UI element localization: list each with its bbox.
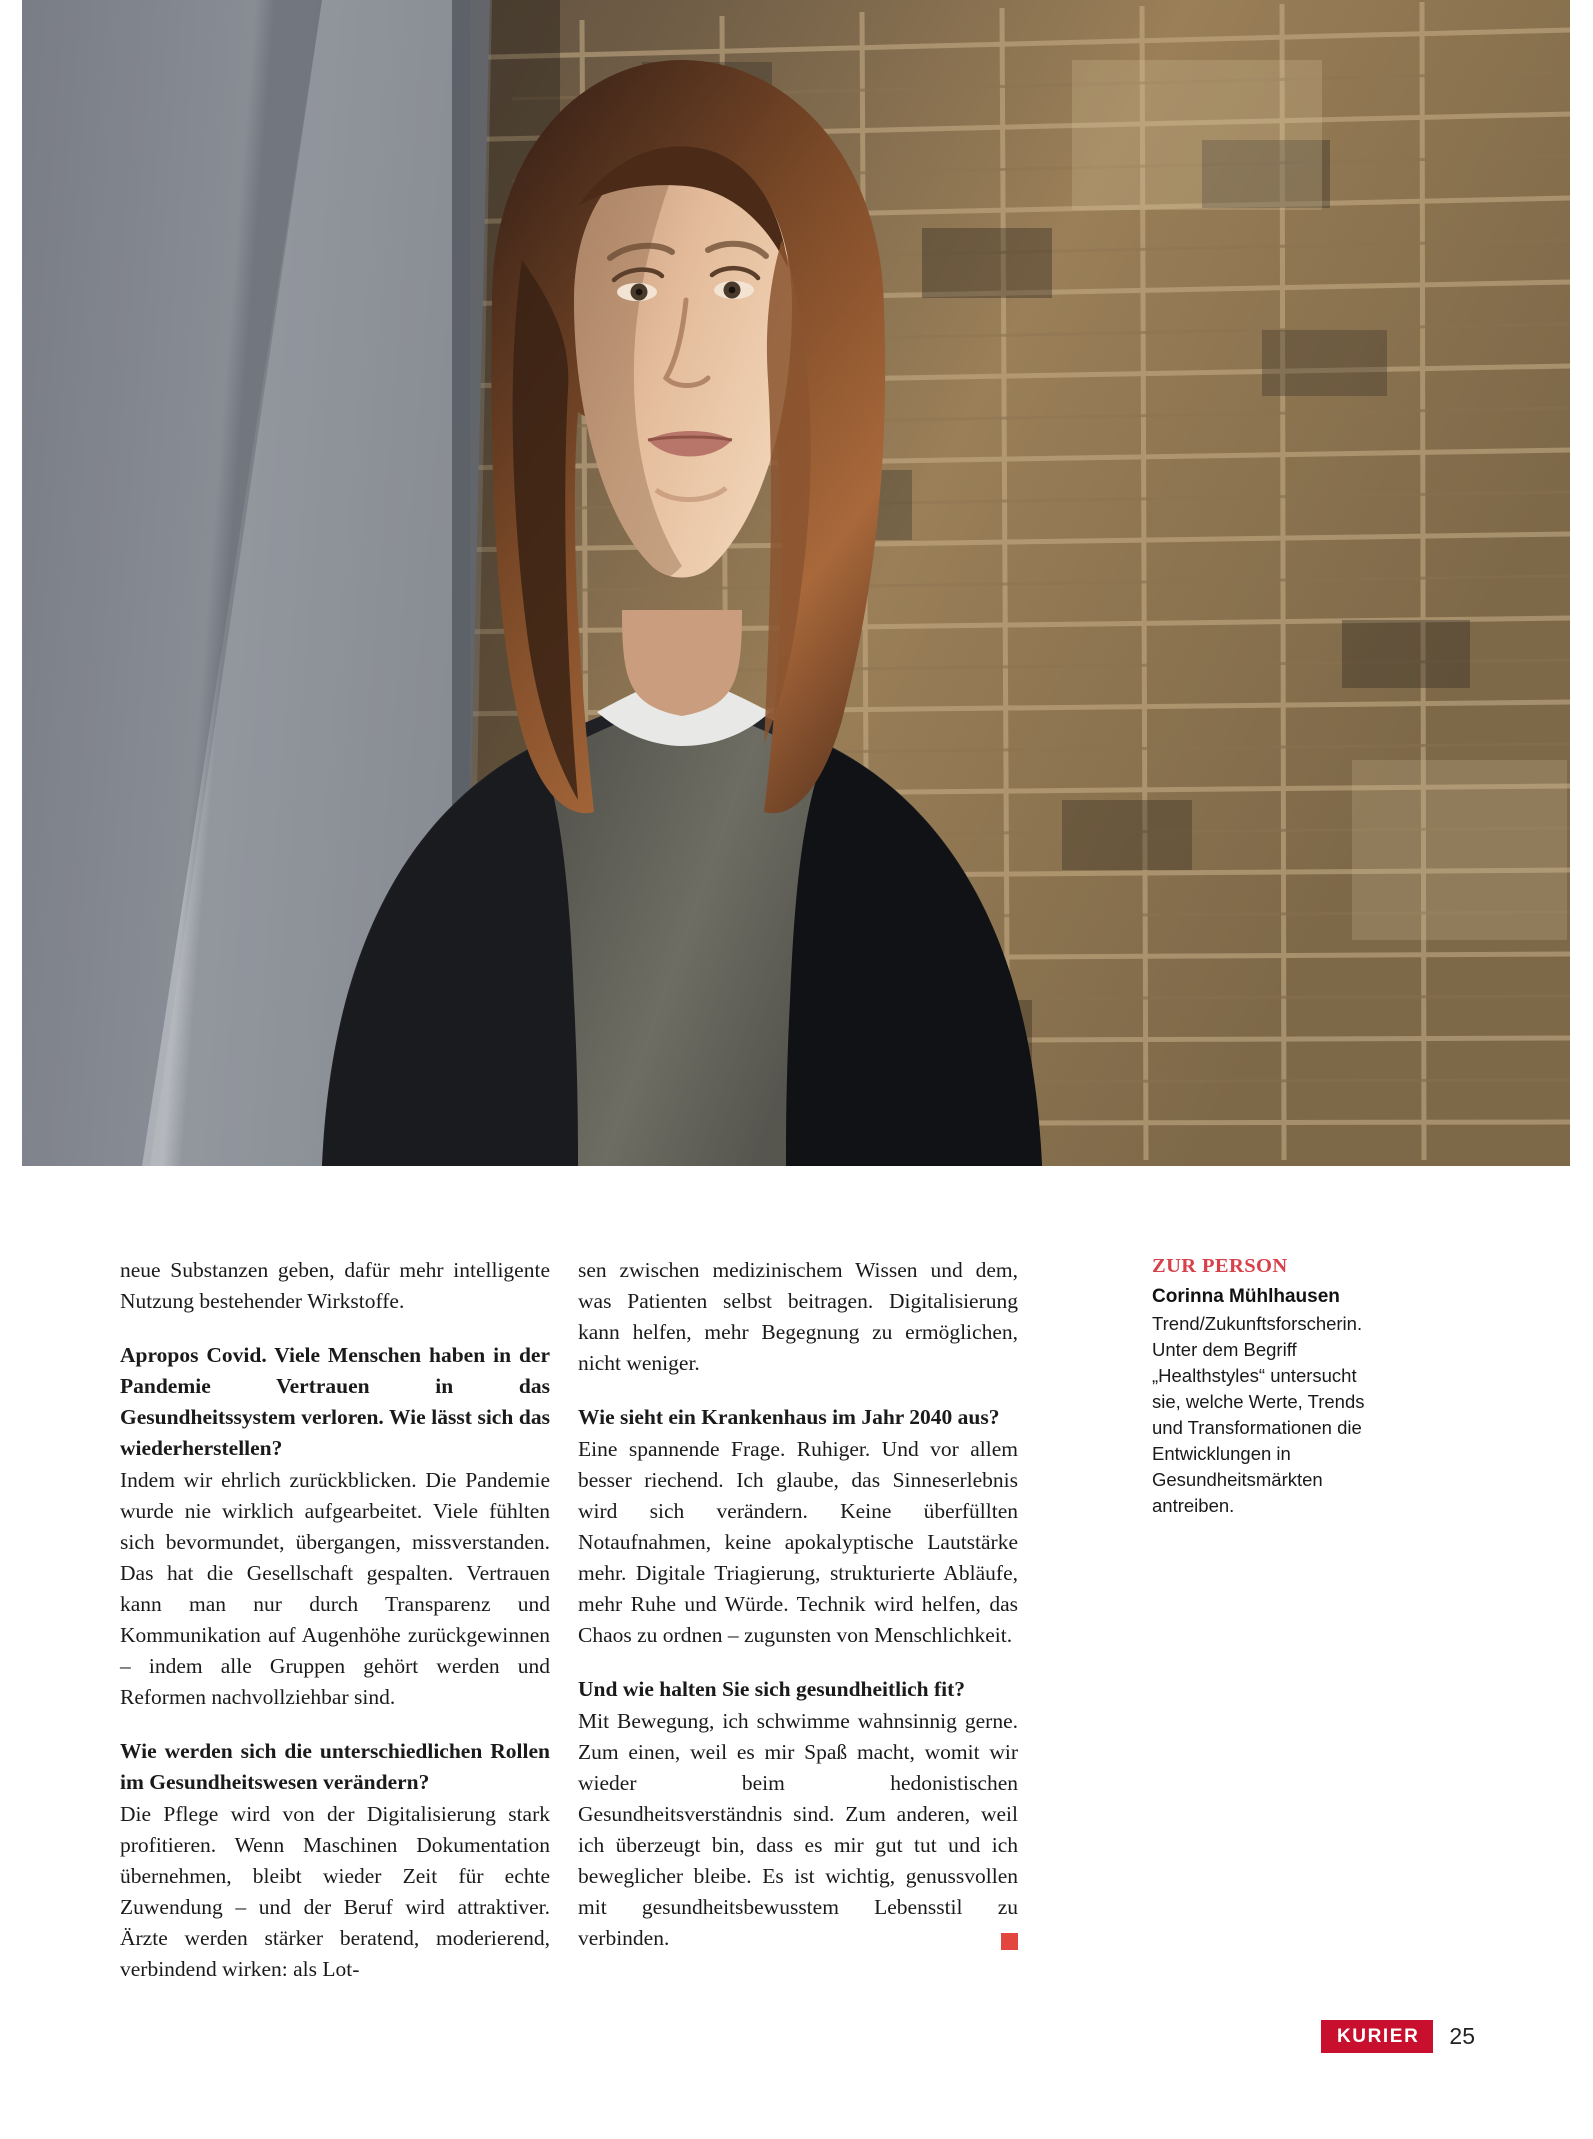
- page-number: 25: [1449, 2023, 1475, 2049]
- article-photo: [22, 0, 1570, 1166]
- paragraph-answer: Die Pflege wird von der Digitalisierung stark profitieren. Wenn Maschinen Dokumentation übernehmen, bleibt wieder Zeit für echte Zuwendung – und der Beruf wird attraktiver. Ärzte werden stärker beratend, moderierend, verbindend wirken: als Lot-: [120, 1802, 550, 1981]
- paragraph-answer: Indem wir ehrlich zurückblicken. Die Pandemie wurde nie wirklich aufgearbeitet. Viele fühlten sich bevormundet, übergangen, missverstanden. Das hat die Gesellschaft gespalten. Vertrauen kann man nur durch Transparenz und Kommunikation auf Augenhöhe zurückgewinnen – indem alle Gruppen gehört werden und Reformen nachvollziehbar sind.: [120, 1468, 550, 1709]
- paragraph-answer-final: Mit Bewegung, ich schwimme wahnsinnig gerne. Zum einen, weil es mir Spaß macht, womit wir wieder beim hedonistischen Gesundheitsverständnis sind. Zum anderen, weil ich überzeugt bin, dass es mir gut tut und ich beweglicher bleibe. Es ist wichtig, genussvollen mit gesundheitsbewusstem Lebensstil zu verbinden.: [578, 1709, 1018, 1950]
- end-of-article-mark: [1001, 1933, 1018, 1950]
- text-column-middle: [578, 1255, 1018, 1954]
- article-body: [0, 1255, 1593, 2015]
- paragraph-answer: neue Substanzen geben, dafür mehr intelligente Nutzung bestehender Wirkstoffe.: [120, 1258, 550, 1313]
- sidebar-person-name: Corinna Mühlhausen: [1152, 1286, 1340, 1307]
- text-column-left: [120, 1255, 550, 1985]
- sidebar-zur-person: [1152, 1255, 1367, 1519]
- paragraph-answer: sen zwischen medizinischem Wissen und dem, was Patienten selbst beitragen. Digitalisierung kann helfen, mehr Begegnung zu ermöglichen, nicht weniger.: [578, 1258, 1018, 1375]
- paragraph-question: Und wie halten Sie sich gesundheitlich fit?: [578, 1677, 966, 1701]
- paragraph-answer: Eine spannende Frage. Ruhiger. Und vor allem besser riechend. Ich glaube, das Sinneserlebnis wird sich verändern. Keine überfüllten Notaufnahmen, keine apokalyptische Lautstärke mehr. Digitale Triagierung, strukturierte Abläufe, mehr Ruhe und Würde. Technik wird helfen, das Chaos zu ordnen – zugunsten von Menschlichkeit.: [578, 1437, 1018, 1647]
- sidebar-title: ZUR PERSON: [1152, 1255, 1288, 1277]
- paragraph-question: Wie sieht ein Krankenhaus im Jahr 2040 aus?: [578, 1405, 1000, 1429]
- page-footer: [1321, 2020, 1475, 2053]
- photo-illustration: [22, 0, 1570, 1166]
- paragraph-question: Wie werden sich die unterschiedlichen Rollen im Gesundheitswesen verändern?: [120, 1739, 550, 1794]
- sidebar-person-bio: Trend/Zukunftsforscherin. Unter dem Begriff „Healthstyles“ untersucht sie, welche Werte, Trends und Transformationen die Entwicklungen in Gesundheitsmärkten antreiben.: [1152, 1313, 1365, 1516]
- paragraph-question: Apropos Covid. Viele Menschen haben in der Pandemie Vertrauen in das Gesundheitssystem verloren. Wie lässt sich das wiederherstellen?: [120, 1343, 550, 1460]
- kurier-logo: KURIER: [1321, 2020, 1433, 2053]
